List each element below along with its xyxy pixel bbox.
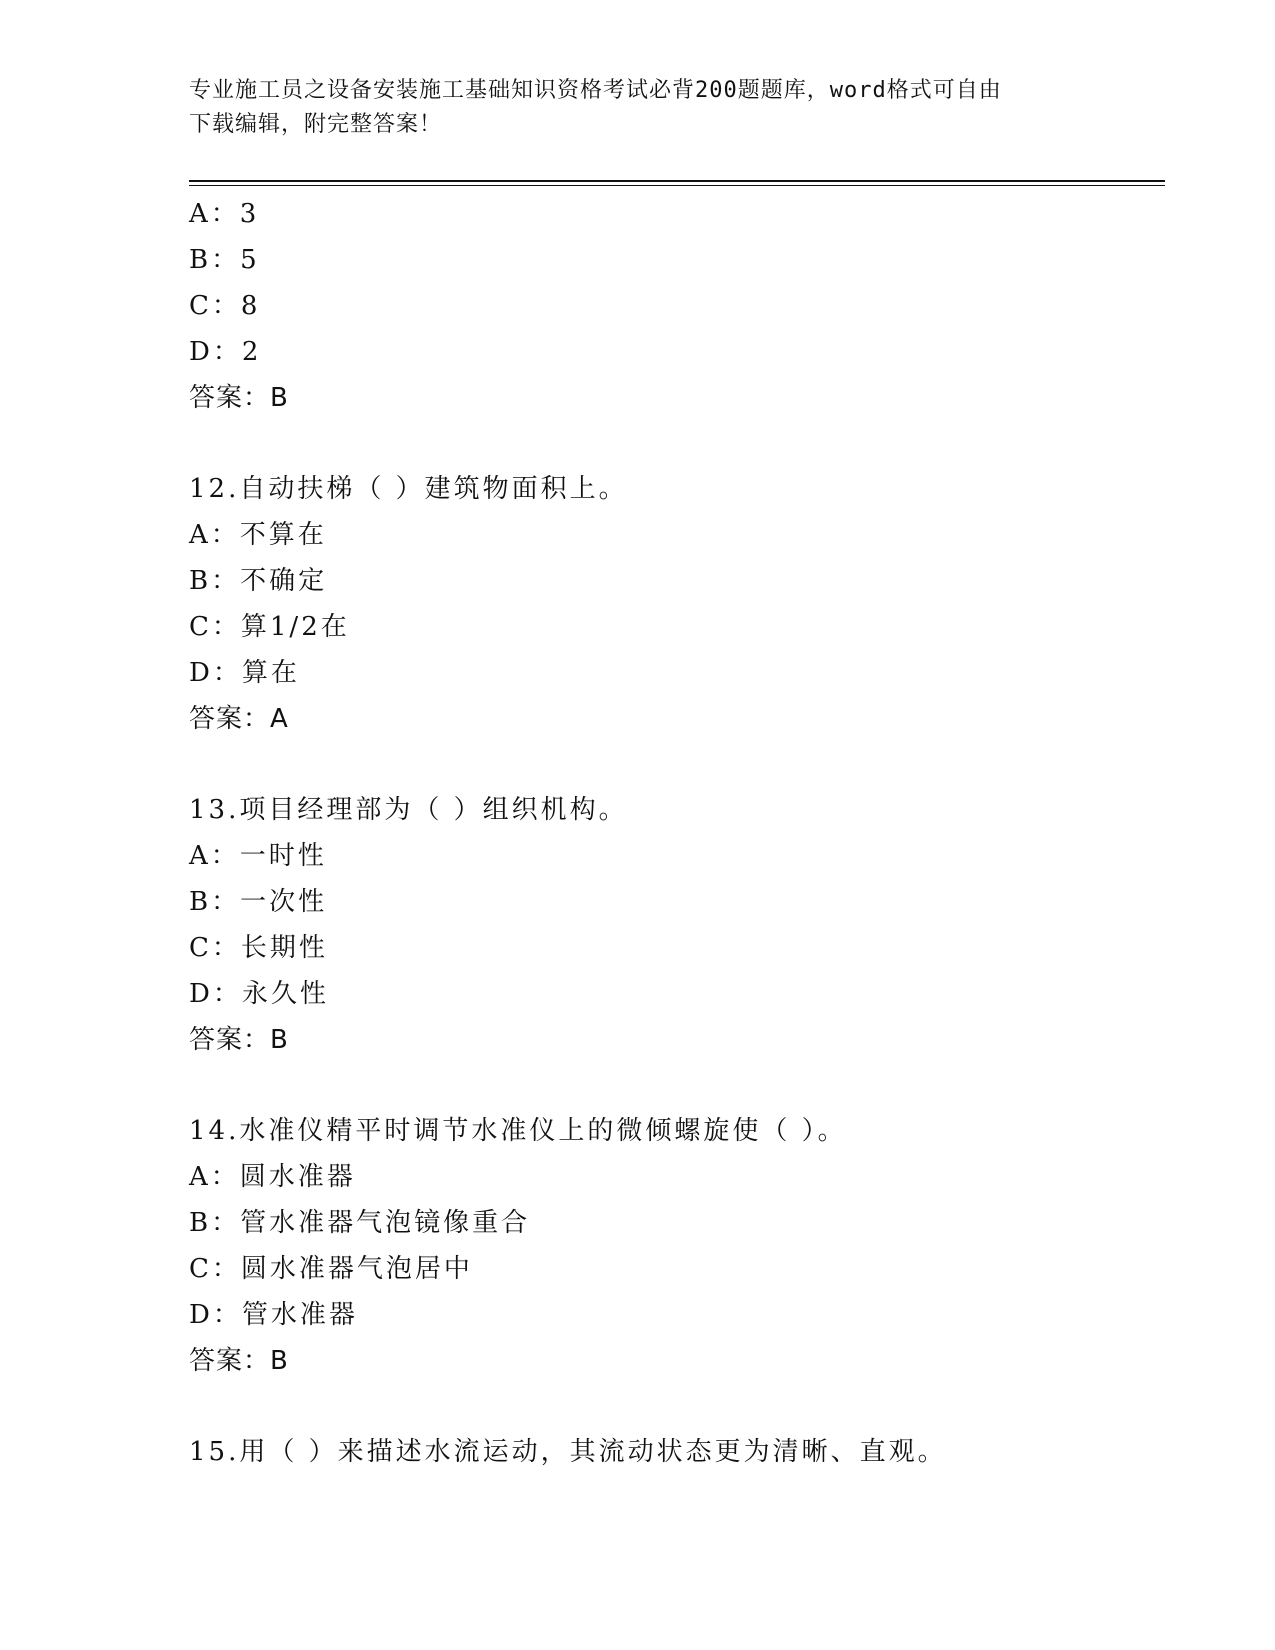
option-c: C：圆水准器气泡居中: [189, 1254, 473, 1284]
option-b: B：一次性: [189, 887, 328, 917]
option-d: D：永久性: [189, 979, 329, 1009]
answer: 答案：B: [189, 1025, 289, 1055]
option-d: D：算在: [189, 658, 300, 688]
option-c: C：算1/2在: [189, 612, 350, 642]
header-title-line-2: 下载编辑，附完整答案！: [189, 112, 443, 137]
answer: 答案：B: [189, 1346, 289, 1376]
question-stem: 13.项目经理部为（ ）组织机构。: [189, 795, 628, 825]
option-b: B：不确定: [189, 566, 328, 596]
option-d: D：管水准器: [189, 1300, 358, 1330]
question-block-12: [189, 466, 1165, 742]
option-a: A：圆水准器: [189, 1162, 356, 1192]
option-a: A：一时性: [189, 841, 327, 871]
option-d: D：2: [189, 337, 262, 367]
question-block-11: [189, 191, 1165, 421]
question-stem: 15.用（ ）来描述水流运动，其流动状态更为清晰、直观。: [189, 1437, 947, 1467]
header-divider-thin: [189, 185, 1165, 186]
question-block-14: [189, 1108, 1165, 1384]
option-a: A：不算在: [189, 520, 327, 550]
option-b: B：5: [189, 245, 260, 275]
question-block-15: [189, 1429, 1165, 1475]
option-a: A：3: [189, 199, 260, 229]
option-c: C：长期性: [189, 933, 328, 963]
question-list: [189, 191, 1165, 1475]
answer: 答案：A: [189, 704, 289, 734]
document-header: [189, 74, 1069, 142]
option-b: B：管水准器气泡镜像重合: [189, 1208, 531, 1238]
header-title-line-1: 专业施工员之设备安装施工基础知识资格考试必背200题题库，word格式可自由: [189, 78, 1002, 103]
option-c: C：8: [189, 291, 261, 321]
question-stem: 12.自动扶梯（ ）建筑物面积上。: [189, 474, 628, 504]
header-divider-thick: [189, 180, 1165, 182]
question-stem: 14.水准仪精平时调节水准仪上的微倾螺旋使（ ）。: [189, 1116, 847, 1146]
answer: 答案：B: [189, 383, 289, 413]
question-block-13: [189, 787, 1165, 1063]
